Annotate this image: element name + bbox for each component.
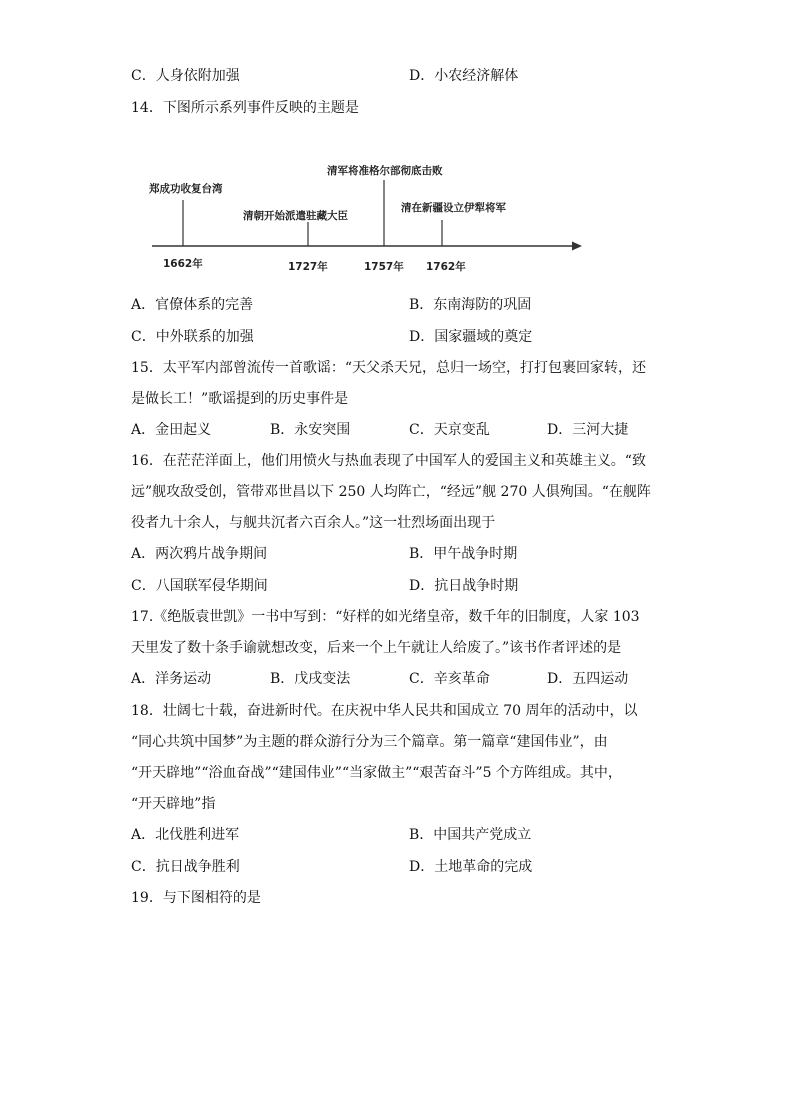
q14-option-b: B．东南海防的巩固 bbox=[409, 297, 532, 313]
q17-option-a: A．洋务运动 bbox=[131, 671, 212, 687]
q15-stem-line: 15．太平军内部曾流传一首歌谣：“天父杀天兄，总归一场空，打打包裹回家转，还 bbox=[131, 360, 646, 376]
q16-option-b: B．甲午战争时期 bbox=[409, 546, 518, 562]
q18-stem-line: “开天辟地”指 bbox=[131, 796, 216, 812]
q15-option-a: A．金田起义 bbox=[131, 422, 212, 438]
q15-option-d: D．三河大捷 bbox=[547, 422, 629, 438]
q18-stem-line: 18．壮阔七十载，奋进新时代。在庆祝中华人民共和国成立 70 周年的活动中，以 bbox=[131, 703, 638, 719]
q17-option-b: B．戊戌变法 bbox=[270, 671, 351, 687]
timeline-svg bbox=[0, 0, 790, 290]
q18-option-b: B．中国共产党成立 bbox=[409, 827, 532, 843]
q13-option-c: C．人身依附加强 bbox=[131, 68, 240, 84]
q15-stem-line: 是做长工！”歌谣提到的历史事件是 bbox=[131, 391, 349, 407]
q18-stem-line: “同心共筑中国梦”为主题的群众游行分为三个篇章。第一篇章“建国伟业”，由 bbox=[131, 734, 608, 750]
q18-option-c: C．抗日战争胜利 bbox=[131, 859, 240, 875]
timeline-event-label: 清军将准格尔部彻底击败 bbox=[327, 165, 443, 177]
q16-option-c: C．八国联军侵华期间 bbox=[131, 578, 268, 594]
q16-stem-line: 役者九十余人，与舰共沉者六百余人。”这一壮烈场面出现于 bbox=[131, 515, 496, 531]
q16-option-d: D．抗日战争时期 bbox=[409, 578, 519, 594]
q18-option-a: A．北伐胜利进军 bbox=[131, 827, 240, 843]
q14-option-a: A．官僚体系的完善 bbox=[131, 297, 254, 313]
q14-option-c: C．中外联系的加强 bbox=[131, 329, 254, 345]
q17-option-c: C．辛亥革命 bbox=[409, 671, 490, 687]
q17-stem-line: 17.《绝版袁世凯》一书中写到：“好样的如光绪皇帝，数千年的旧制度，人家 103 bbox=[131, 609, 640, 625]
q17-stem-line: 天里发了数十条手谕就想改变，后来一个上午就让人给废了。”该书作者评述的是 bbox=[131, 640, 622, 656]
timeline-year-label: 1762年 bbox=[426, 261, 466, 273]
timeline-arrow-icon bbox=[572, 242, 582, 251]
timeline-event-label: 郑成功收复台湾 bbox=[149, 183, 223, 195]
q15-option-c: C．天京变乱 bbox=[409, 422, 490, 438]
q17-option-d: D．五四运动 bbox=[547, 671, 629, 687]
timeline-event-label: 清朝开始派遣驻藏大臣 bbox=[243, 210, 348, 222]
q16-stem-line: 远”舰攻敌受创，管带邓世昌以下 250 人均阵亡，“经远”舰 270 人俱殉国。“在舰阵 bbox=[131, 484, 651, 500]
q18-stem-line: “开天辟地”“浴血奋战”“建国伟业”“当家做主”“艰苦奋斗”5 个方阵组成。其中， bbox=[131, 765, 622, 781]
timeline-event-label: 清在新疆设立伊犁将军 bbox=[401, 202, 506, 214]
q14-option-d: D．国家疆域的奠定 bbox=[409, 329, 533, 345]
q14-stem: 14．下图所示系列事件反映的主题是 bbox=[131, 100, 359, 116]
q19-stem: 19．与下图相符的是 bbox=[131, 890, 261, 906]
q13-option-d: D．小农经济解体 bbox=[409, 68, 519, 84]
timeline-year-label: 1757年 bbox=[364, 261, 404, 273]
timeline-year-label: 1727年 bbox=[288, 261, 328, 273]
q16-option-a: A．两次鸦片战争期间 bbox=[131, 546, 268, 562]
timeline-year-label: 1662年 bbox=[163, 258, 203, 270]
q15-option-b: B．永安突围 bbox=[270, 422, 351, 438]
q16-stem-line: 16．在茫茫洋面上，他们用愤火与热血表现了中国军人的爱国主义和英雄主义。“致 bbox=[131, 453, 646, 469]
q18-option-d: D．土地革命的完成 bbox=[409, 859, 533, 875]
